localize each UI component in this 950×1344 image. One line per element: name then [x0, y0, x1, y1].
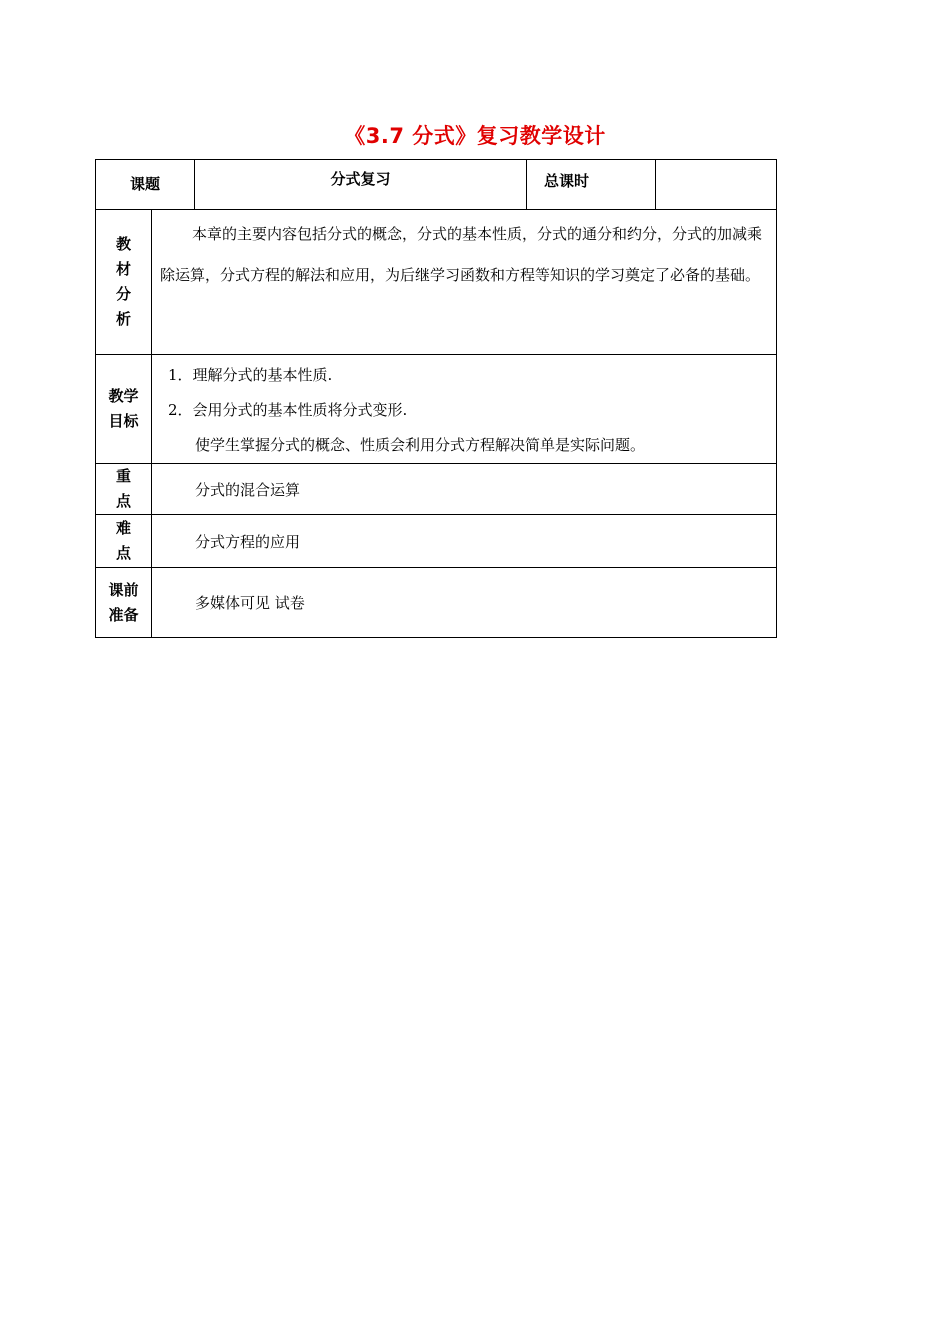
document-title: 《3.7 分式》复习教学设计 [344, 124, 606, 148]
prep-label: 课前 准备 [96, 568, 152, 638]
analysis-row [96, 210, 777, 355]
goal-item: 2．会用分式的基本性质将分式变形. [168, 401, 408, 419]
goal-item: 使学生掌握分式的概念、性质会利用分式方程解决简单是实际问题。 [195, 436, 646, 454]
key-point-value: 分式的混合运算 [152, 464, 777, 515]
prep-row [96, 568, 777, 638]
goal-item: 1．理解分式的基本性质. [168, 366, 333, 384]
total-hours-value [656, 160, 777, 210]
key-point-label: 重 点 [96, 464, 152, 515]
goals-list [152, 355, 777, 464]
goals-row [96, 355, 777, 464]
analysis-text: 本章的主要内容包括分式的概念，分式的基本性质，分式的通分和约分，分式的加减乘除运算，分式方程的解法和应用，为后继学习函数和方程等知识的学习奠定了必备的基础。 [152, 210, 777, 355]
goals-label: 教学 目标 [96, 355, 152, 464]
subject-row [96, 160, 777, 210]
subject-value: 分式复习 [195, 160, 527, 210]
difficulty-row [96, 515, 777, 568]
lesson-plan-table [95, 159, 777, 638]
key-point-row [96, 464, 777, 515]
total-hours-label: 总课时 [527, 160, 656, 210]
analysis-label: 教 材 分 析 [96, 210, 152, 355]
difficulty-value: 分式方程的应用 [152, 515, 777, 568]
subject-label: 课题 [96, 160, 195, 210]
difficulty-label: 难 点 [96, 515, 152, 568]
prep-value: 多媒体可见 试卷 [152, 568, 777, 638]
